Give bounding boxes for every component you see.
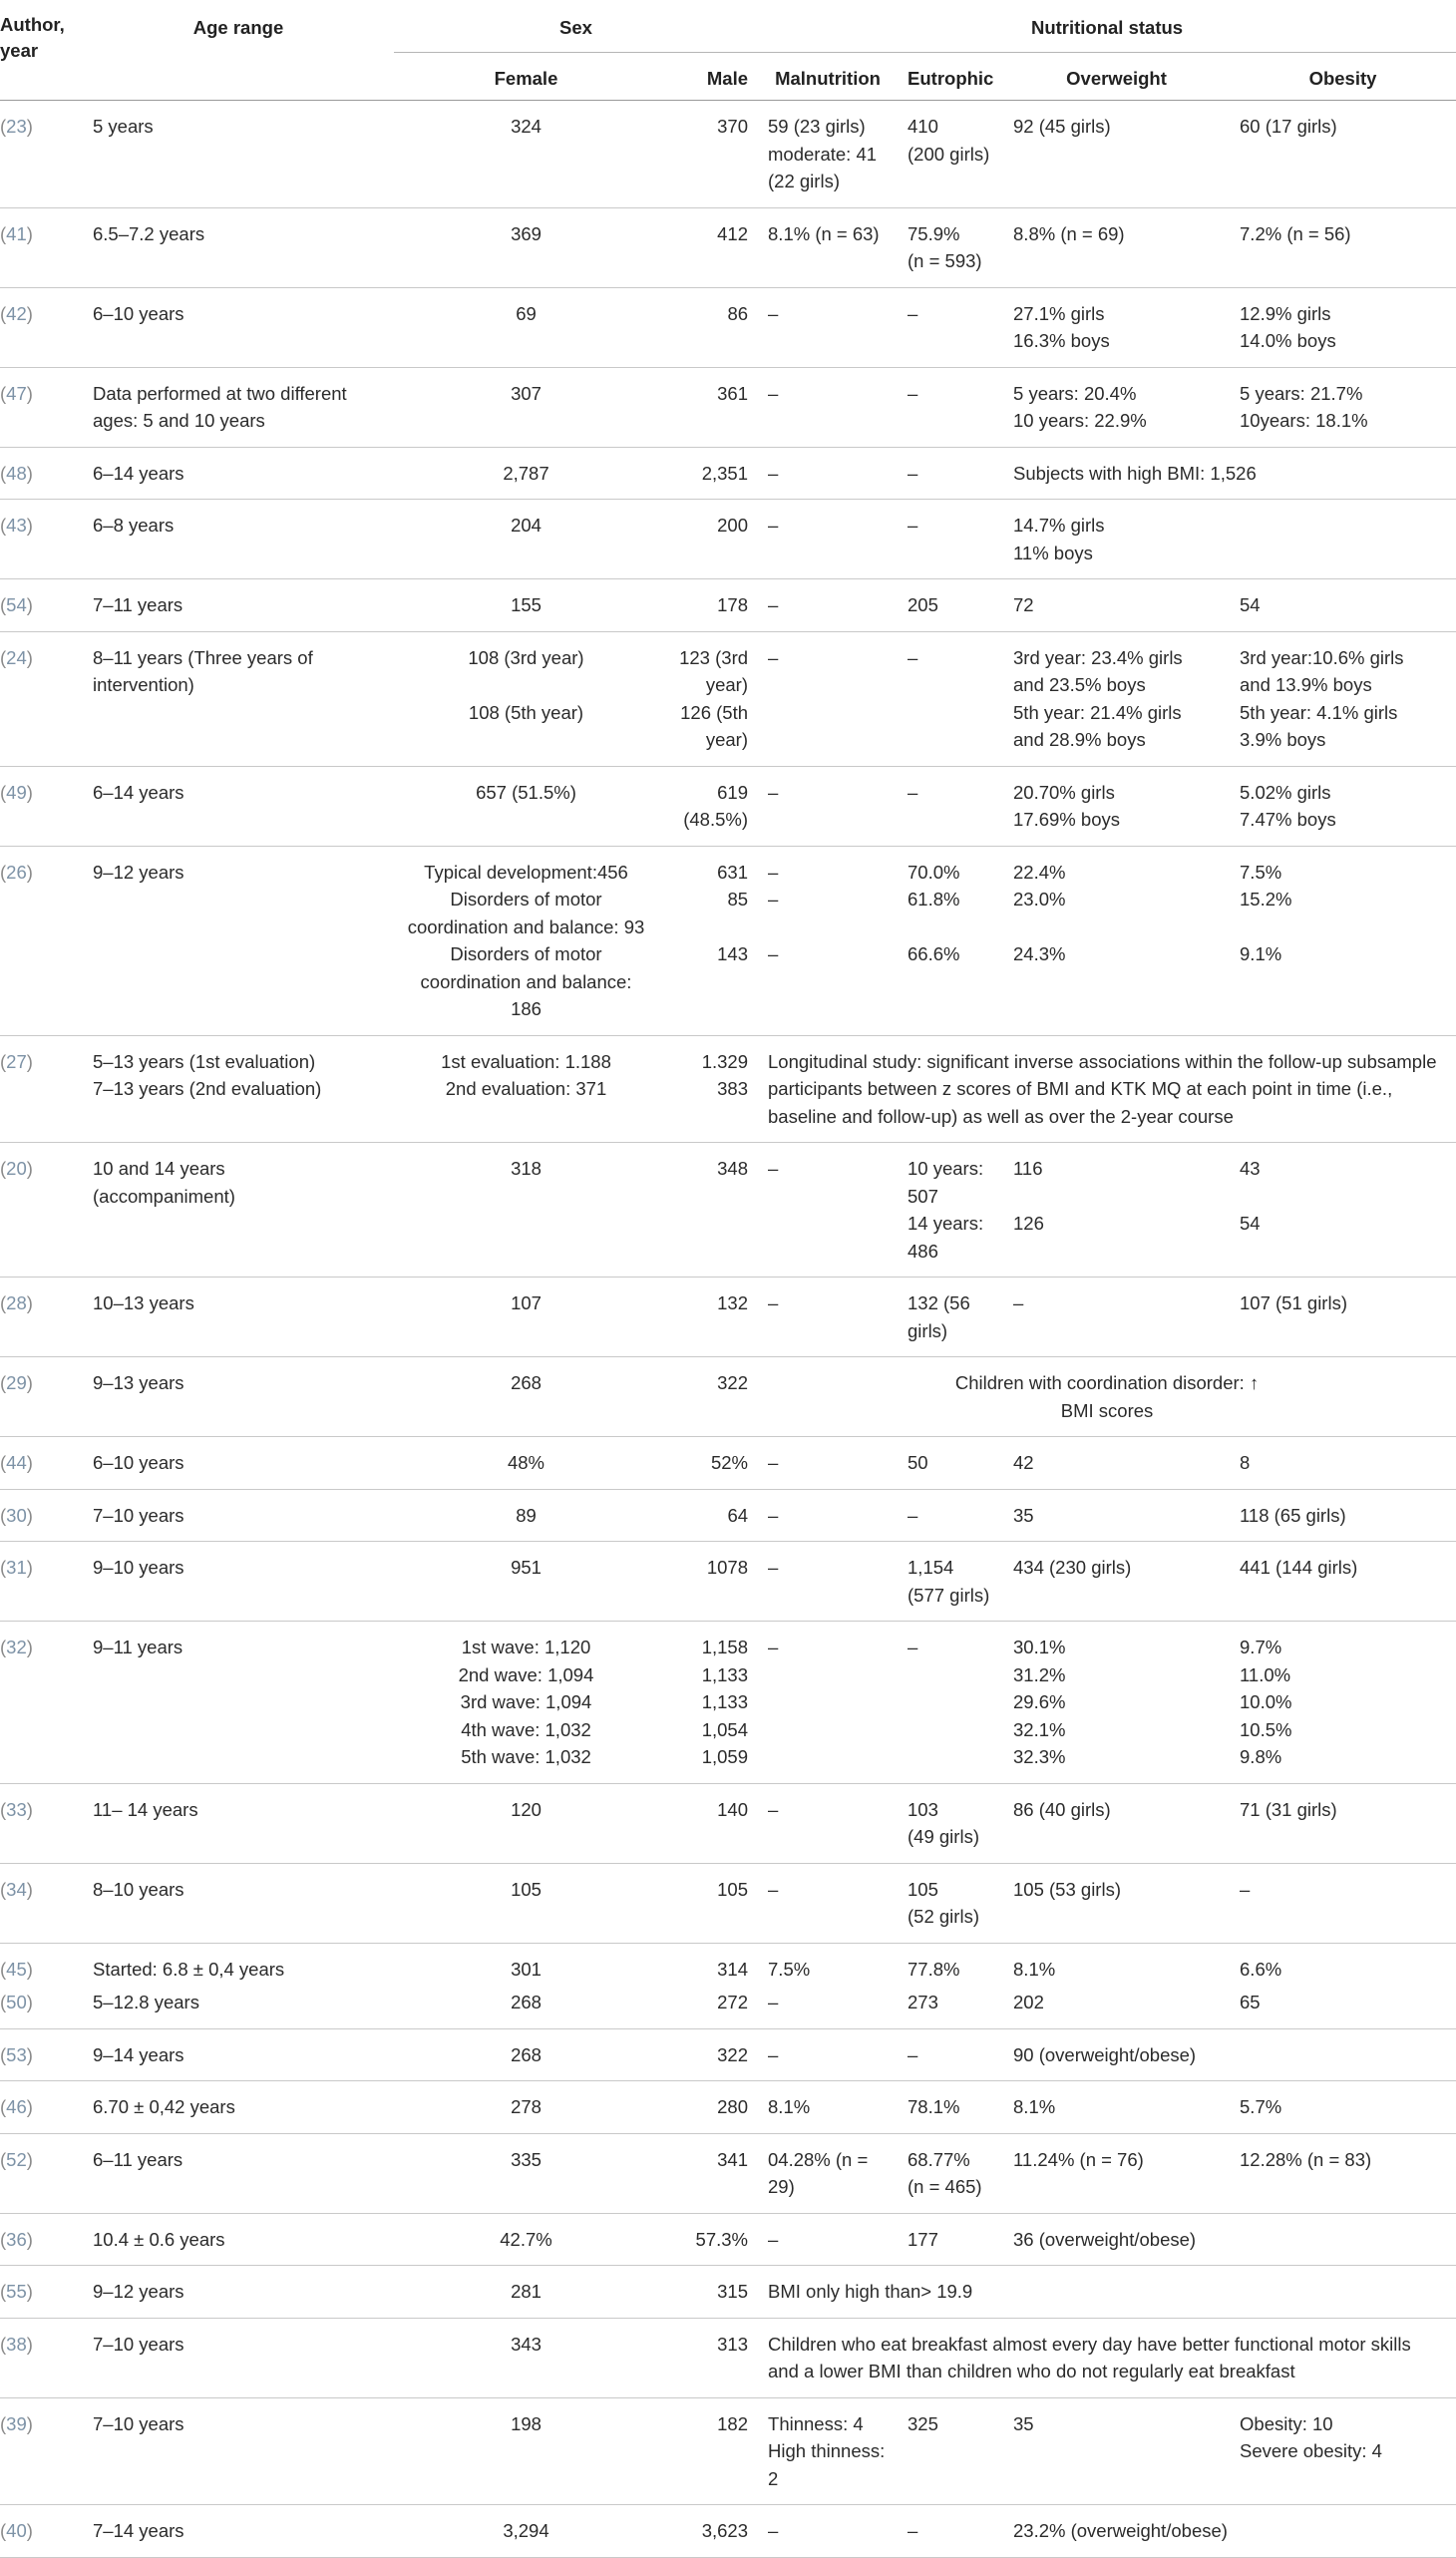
author-ref: (33) — [0, 1798, 33, 1820]
female-cell: 120 — [511, 1798, 542, 1820]
male-cell: 105 — [717, 1878, 749, 1900]
eutrophic-cell: – — [908, 382, 918, 404]
female-cell: 268 — [511, 1372, 542, 1393]
table-row — [0, 1278, 1456, 1357]
nutritional-note-cell: Children who eat breakfast almost every day have better functional motor skills and a lower BMI than children who do not regularly eat breakfast — [768, 2333, 1411, 2381]
eutrophic-cell: 273 — [908, 1992, 938, 2012]
eutrophic-cell: 10 years: 507 14 years: 486 — [908, 1158, 984, 1262]
ref-number[interactable]: 33 — [6, 1798, 27, 1820]
table-row — [0, 579, 1456, 632]
age-range-cell: 6–11 years — [93, 2148, 183, 2170]
age-range-cell: 10 and 14 years (accompaniment) — [93, 1158, 235, 1207]
author-ref: (55) — [0, 2281, 33, 2302]
male-cell: 370 — [717, 116, 749, 137]
male-cell: 2,351 — [701, 462, 749, 484]
female-cell: 335 — [511, 2148, 542, 2170]
author-ref: (40) — [0, 2520, 33, 2541]
author-ref: (23) — [0, 116, 33, 137]
age-range-cell: 9–10 years — [93, 1557, 184, 1578]
header-author-year: Author, year — [0, 14, 65, 61]
obesity-cell: 7.2% (n = 56) — [1240, 222, 1351, 244]
table-body — [0, 101, 1456, 2558]
overweight-obesity-cell: 90 (overweight/obese) — [1013, 2043, 1197, 2065]
table-row — [0, 447, 1456, 500]
eutrophic-cell: 132 (56 girls) — [908, 1292, 970, 1341]
overweight-cell: 92 (45 girls) — [1013, 116, 1111, 137]
age-range-cell: 6–10 years — [93, 1452, 184, 1473]
overweight-cell: 5 years: 20.4% 10 years: 22.9% — [1013, 382, 1147, 431]
male-cell: 412 — [717, 222, 749, 244]
header-sex: Sex — [394, 0, 758, 52]
author-ref: (28) — [0, 1292, 33, 1313]
table-row — [0, 631, 1456, 766]
ref-number[interactable]: 42 — [6, 302, 27, 324]
ref-number[interactable]: 46 — [6, 2096, 27, 2117]
male-cell: 140 — [717, 1798, 749, 1820]
author-ref: (43) — [0, 515, 33, 536]
male-cell: 182 — [717, 2412, 749, 2434]
eutrophic-cell: 103 (49 girls) — [908, 1798, 979, 1847]
malnutrition-cell: – — [768, 1504, 779, 1526]
ref-number[interactable]: 45 — [6, 1958, 27, 1980]
overweight-cell: 35 — [1013, 2412, 1034, 2434]
author-ref: (26) — [0, 861, 33, 883]
author-ref: (53) — [0, 2043, 33, 2065]
overweight-cell: 35 — [1013, 1504, 1034, 1526]
header-row-top — [0, 0, 1456, 52]
overweight-cell: 86 (40 girls) — [1013, 1798, 1111, 1820]
table-row — [0, 1943, 1456, 1986]
eutrophic-cell: 75.9% (n = 593) — [908, 222, 982, 271]
female-cell: 343 — [511, 2333, 542, 2355]
table-row — [0, 2397, 1456, 2505]
female-cell: 1st evaluation: 1.188 2nd evaluation: 371 — [441, 1050, 611, 1099]
ref-number[interactable]: 49 — [6, 781, 27, 803]
malnutrition-cell: – — [768, 1992, 779, 2012]
overweight-cell: 30.1% 31.2% 29.6% 32.1% 32.3% — [1013, 1637, 1066, 1767]
age-range-cell: 7–10 years — [93, 2333, 184, 2355]
malnutrition-cell: – — [768, 382, 779, 404]
obesity-cell: 8 — [1240, 1452, 1251, 1473]
female-cell: 324 — [511, 116, 542, 137]
female-cell: 281 — [511, 2281, 542, 2302]
eutrophic-cell: – — [908, 781, 918, 803]
author-ref: (39) — [0, 2412, 33, 2434]
author-ref: (41) — [0, 222, 33, 244]
malnutrition-cell: – — [768, 1637, 779, 1657]
age-range-cell: 8–10 years — [93, 1878, 184, 1900]
header-obesity: Obesity — [1308, 67, 1377, 89]
malnutrition-cell: 7.5% — [768, 1958, 811, 1980]
ref-number[interactable]: 28 — [6, 1292, 27, 1313]
overweight-obesity-cell: Subjects with high BMI: 1,526 — [1013, 462, 1257, 484]
author-ref: (32) — [0, 1637, 33, 1657]
table-row — [0, 2266, 1456, 2319]
obesity-cell: 9.7% 11.0% 10.0% 10.5% 9.8% — [1240, 1637, 1292, 1767]
age-range-cell: Data performed at two different ages: 5 and 10 years — [93, 382, 347, 431]
age-range-cell: 7–11 years — [93, 594, 183, 615]
eutrophic-cell: 78.1% — [908, 2096, 960, 2117]
female-cell: 107 — [511, 1292, 542, 1313]
ref-number[interactable]: 29 — [6, 1372, 27, 1393]
obesity-cell: 60 (17 girls) — [1240, 116, 1337, 137]
ref-number[interactable]: 24 — [6, 646, 27, 668]
female-cell: 2,787 — [503, 462, 549, 484]
obesity-cell: 65 — [1240, 1992, 1261, 2012]
header-age-range: Age range — [192, 17, 284, 38]
obesity-cell: 71 (31 girls) — [1240, 1798, 1337, 1820]
table-row — [0, 500, 1456, 579]
table-row — [0, 367, 1456, 447]
obesity-cell: 12.9% girls 14.0% boys — [1240, 302, 1336, 351]
table-row — [0, 1863, 1456, 1943]
obesity-cell: 118 (65 girls) — [1240, 1504, 1346, 1526]
header-male: Male — [706, 67, 749, 89]
male-cell: 361 — [717, 382, 749, 404]
age-range-cell: 6–14 years — [93, 781, 184, 803]
eutrophic-cell: 177 — [908, 2228, 938, 2250]
age-range-cell: 9–11 years — [93, 1637, 183, 1657]
author-ref: (27) — [0, 1050, 33, 1072]
overweight-cell: 72 — [1013, 594, 1034, 615]
table-row — [0, 1622, 1456, 1784]
eutrophic-cell: 50 — [908, 1452, 928, 1473]
overweight-cell: 11.24% (n = 76) — [1013, 2148, 1144, 2170]
overweight-cell: 8.1% — [1013, 2096, 1056, 2117]
malnutrition-cell: 8.1% — [768, 2096, 811, 2117]
male-cell: 200 — [717, 515, 749, 536]
obesity-cell: 6.6% — [1240, 1958, 1282, 1980]
header-malnutrition: Malnutrition — [775, 67, 881, 89]
overweight-cell: 434 (230 girls) — [1013, 1557, 1132, 1578]
obesity-cell: Obesity: 10 Severe obesity: 4 — [1240, 2412, 1382, 2461]
female-cell: 204 — [511, 515, 542, 536]
table-row — [0, 766, 1456, 846]
table-row — [0, 1489, 1456, 1542]
header-eutrophic: Eutrophic — [908, 67, 994, 89]
obesity-cell: 5.02% girls 7.47% boys — [1240, 781, 1336, 830]
table-row — [0, 2213, 1456, 2266]
malnutrition-cell: – — [768, 2043, 779, 2065]
male-cell: 123 (3rd year) 126 (5th year) — [679, 646, 749, 750]
malnutrition-cell: – — [768, 1878, 779, 1900]
ref-number[interactable]: 34 — [6, 1878, 27, 1900]
malnutrition-cell: – — [768, 302, 779, 324]
obesity-cell: – — [1240, 1878, 1251, 1900]
female-cell: 318 — [511, 1158, 542, 1179]
eutrophic-cell: 325 — [908, 2412, 938, 2434]
male-cell: 57.3% — [695, 2228, 749, 2250]
table-row — [0, 2028, 1456, 2081]
age-range-cell: 9–13 years — [93, 1372, 184, 1393]
ref-number[interactable]: 26 — [6, 861, 27, 883]
header-nutritional-status: Nutritional status — [758, 0, 1456, 52]
overweight-cell: 27.1% girls 16.3% boys — [1013, 302, 1110, 351]
eutrophic-cell: 105 (52 girls) — [908, 1878, 979, 1927]
male-cell: 1,158 1,133 1,133 1,054 1,059 — [701, 1637, 749, 1767]
overweight-cell: 42 — [1013, 1452, 1034, 1473]
malnutrition-cell: 04.28% (n = 29) — [768, 2148, 869, 2197]
malnutrition-cell: – — [768, 1452, 779, 1473]
author-ref: (48) — [0, 462, 33, 484]
ref-number[interactable]: 44 — [6, 1452, 27, 1473]
obesity-cell: 3rd year:10.6% girls and 13.9% boys 5th year: 4.1% girls 3.9% boys — [1240, 646, 1404, 750]
age-range-cell: 5 years — [93, 116, 154, 137]
male-cell: 1.329 383 — [701, 1050, 749, 1099]
age-range-cell: 6.5–7.2 years — [93, 222, 205, 244]
overweight-cell: 105 (53 girls) — [1013, 1878, 1121, 1900]
male-cell: 314 — [717, 1958, 749, 1980]
table-row — [0, 846, 1456, 1035]
author-ref: (31) — [0, 1557, 33, 1578]
overweight-cell: 202 — [1013, 1992, 1044, 2012]
table-row — [0, 1035, 1456, 1143]
male-cell: 341 — [717, 2148, 749, 2170]
female-cell: 105 — [511, 1878, 542, 1900]
age-range-cell: 9–12 years — [93, 861, 184, 883]
overweight-cell: 8.8% (n = 69) — [1013, 222, 1125, 244]
male-cell: 313 — [717, 2333, 749, 2355]
age-range-cell: 5–12.8 years — [93, 1992, 199, 2012]
male-cell: 280 — [717, 2096, 749, 2117]
malnutrition-cell: – — [768, 515, 779, 536]
female-cell: 198 — [511, 2412, 542, 2434]
author-ref: (47) — [0, 382, 33, 404]
header-overweight: Overweight — [1066, 67, 1167, 89]
female-cell: 1st wave: 1,120 2nd wave: 1,094 3rd wave: 1,094 4th wave: 1,032 5th wave: 1,032 — [458, 1637, 594, 1767]
age-range-cell: 9–14 years — [93, 2043, 184, 2065]
male-cell: 52% — [710, 1452, 749, 1473]
nutritional-note-cell: BMI only high than> 19.9 — [768, 2281, 973, 2302]
table-row — [0, 1542, 1456, 1622]
age-range-cell: 9–12 years — [93, 2281, 184, 2302]
author-ref: (45) — [0, 1958, 33, 1980]
age-range-cell: 8–11 years (Three years of intervention) — [93, 646, 313, 695]
nutritional-note-cell: Longitudinal study: significant inverse associations within the follow-up subsample participants between z scores of BMI and KTK MQ at each point in time (i.e., baseline and follow-up) as well as over the 2-year course — [768, 1050, 1437, 1127]
eutrophic-cell: – — [908, 2520, 918, 2541]
malnutrition-cell: – — [768, 1798, 779, 1820]
table-row — [0, 101, 1456, 208]
female-cell: 268 — [511, 2043, 542, 2065]
ref-number[interactable]: 31 — [6, 1557, 27, 1578]
table-row — [0, 287, 1456, 367]
overweight-cell: 14.7% girls 11% boys — [1013, 515, 1105, 563]
overweight-obesity-cell: 23.2% (overweight/obese) — [1013, 2520, 1228, 2541]
author-ref: (54) — [0, 594, 33, 615]
male-cell: 178 — [717, 594, 749, 615]
ref-number[interactable]: 47 — [6, 382, 27, 404]
ref-number[interactable]: 30 — [6, 1504, 27, 1526]
ref-number[interactable]: 20 — [6, 1158, 27, 1179]
obesity-cell: 7.5% 15.2% 9.1% — [1240, 861, 1292, 964]
overweight-cell: 20.70% girls 17.69% boys — [1013, 781, 1120, 830]
eutrophic-cell: 1,154 (577 girls) — [908, 1557, 990, 1606]
obesity-cell: 43 54 — [1240, 1158, 1261, 1234]
overweight-obesity-cell: 36 (overweight/obese) — [1013, 2228, 1197, 2250]
overweight-cell: 22.4% 23.0% 24.3% — [1013, 861, 1066, 964]
ref-number[interactable]: 55 — [6, 2281, 27, 2302]
table-row — [0, 2505, 1456, 2558]
author-ref: (42) — [0, 302, 33, 324]
ref-number[interactable]: 40 — [6, 2520, 27, 2541]
obesity-cell — [1230, 500, 1456, 579]
female-cell: 69 — [516, 302, 537, 324]
author-ref: (36) — [0, 2228, 33, 2250]
author-ref: (30) — [0, 1504, 33, 1526]
malnutrition-cell: – — [768, 1292, 779, 1313]
author-ref: (38) — [0, 2333, 33, 2355]
malnutrition-cell: Thinness: 4 High thinness: 2 — [768, 2412, 886, 2489]
author-ref: (44) — [0, 1452, 33, 1473]
age-range-cell: 6.70 ± 0,42 years — [93, 2096, 235, 2117]
female-cell: 268 — [511, 1992, 542, 2012]
table-row — [0, 207, 1456, 287]
female-cell: 48% — [507, 1452, 546, 1473]
author-ref: (24) — [0, 646, 33, 668]
ref-number[interactable]: 23 — [6, 116, 27, 137]
male-cell: 348 — [717, 1158, 749, 1179]
author-ref: (50) — [0, 1992, 33, 2012]
ref-number[interactable]: 27 — [6, 1050, 27, 1072]
author-ref: (49) — [0, 781, 33, 803]
malnutrition-cell: – – – — [768, 861, 779, 964]
table-row — [0, 2133, 1456, 2213]
ref-number[interactable]: 41 — [6, 222, 27, 244]
female-cell: 951 — [511, 1557, 542, 1578]
male-cell: 631 85 143 — [717, 861, 749, 964]
female-cell: Typical development:456 Disorders of motor coordination and balance: 93 Disorders of motor coordination and balance: 186 — [407, 861, 645, 1019]
age-range-cell: Started: 6.8 ± 0,4 years — [93, 1958, 285, 1980]
author-ref: (29) — [0, 1372, 33, 1393]
age-range-cell: 10.4 ± 0.6 years — [93, 2228, 225, 2250]
male-cell: 64 — [727, 1504, 749, 1526]
table-row — [0, 1357, 1456, 1437]
eutrophic-cell: 77.8% — [908, 1958, 960, 1980]
table-row — [0, 2081, 1456, 2134]
author-ref: (46) — [0, 2096, 33, 2117]
male-cell: 619 (48.5%) — [683, 781, 749, 830]
overweight-cell: 8.1% — [1013, 1958, 1056, 1980]
age-range-cell: 5–13 years (1st evaluation) 7–13 years (2nd evaluation) — [93, 1050, 322, 1099]
malnutrition-cell: – — [768, 1158, 779, 1179]
malnutrition-cell: – — [768, 2520, 779, 2541]
eutrophic-cell: – — [908, 2043, 918, 2065]
table-row — [0, 1437, 1456, 1490]
eutrophic-cell: 70.0% 61.8% 66.6% — [908, 861, 960, 964]
eutrophic-cell: – — [908, 462, 918, 484]
overweight-cell: 3rd year: 23.4% girls and 23.5% boys 5th year: 21.4% girls and 28.9% boys — [1013, 646, 1183, 750]
male-cell: 132 — [717, 1292, 749, 1313]
female-cell: 42.7% — [500, 2228, 552, 2250]
obesity-cell: 107 (51 girls) — [1240, 1292, 1347, 1313]
ref-number[interactable]: 48 — [6, 462, 27, 484]
ref-number[interactable]: 43 — [6, 515, 27, 536]
age-range-cell: 11– 14 years — [93, 1798, 198, 1820]
female-cell: 657 (51.5%) — [476, 781, 576, 803]
eutrophic-cell: – — [908, 302, 918, 324]
header-female: Female — [494, 67, 558, 89]
male-cell: 3,623 — [701, 2520, 749, 2541]
eutrophic-cell: – — [908, 1637, 918, 1657]
malnutrition-cell: – — [768, 2228, 779, 2250]
eutrophic-cell: 68.77% (n = 465) — [908, 2148, 982, 2197]
male-cell: 86 — [727, 302, 749, 324]
female-cell: 301 — [511, 1958, 542, 1980]
malnutrition-cell: – — [768, 781, 779, 803]
male-cell: 1078 — [706, 1557, 749, 1578]
eutrophic-cell: – — [908, 1504, 918, 1526]
age-range-cell: 6–10 years — [93, 302, 184, 324]
obesity-cell: 5.7% — [1240, 2096, 1282, 2117]
author-ref: (20) — [0, 1158, 33, 1179]
table-row — [0, 1783, 1456, 1863]
obesity-cell: 54 — [1240, 594, 1261, 615]
table-row — [0, 1143, 1456, 1278]
female-cell: 278 — [511, 2096, 542, 2117]
age-range-cell: 10–13 years — [93, 1292, 194, 1313]
obesity-cell: 441 (144 girls) — [1240, 1557, 1358, 1578]
ref-number[interactable]: 54 — [6, 594, 27, 615]
female-cell: 108 (3rd year) 108 (5th year) — [468, 646, 584, 723]
male-cell: 322 — [717, 1372, 749, 1393]
eutrophic-cell: – — [908, 515, 918, 536]
age-range-cell: 7–10 years — [93, 1504, 184, 1526]
overweight-cell: 116 126 — [1013, 1158, 1044, 1234]
ref-number[interactable]: 39 — [6, 2412, 27, 2434]
table-row — [0, 2318, 1456, 2397]
obesity-cell: 12.28% (n = 83) — [1240, 2148, 1372, 2170]
age-range-cell: 7–14 years — [93, 2520, 184, 2541]
female-cell: 369 — [511, 222, 542, 244]
female-cell: 3,294 — [503, 2520, 549, 2541]
table-row — [0, 1986, 1456, 2028]
malnutrition-cell: 59 (23 girls) moderate: 41 (22 girls) — [768, 116, 878, 191]
eutrophic-cell: 205 — [908, 594, 938, 615]
malnutrition-cell: – — [768, 594, 779, 615]
ref-number[interactable]: 32 — [6, 1637, 27, 1657]
ref-number[interactable]: 38 — [6, 2333, 27, 2355]
female-cell: 307 — [511, 382, 542, 404]
author-ref: (34) — [0, 1878, 33, 1900]
male-cell: 272 — [717, 1992, 749, 2012]
nutritional-note-cell: Children with coordination disorder: ↑ BMI scores — [954, 1372, 1260, 1421]
age-range-cell: 6–14 years — [93, 462, 184, 484]
age-range-cell: 6–8 years — [93, 515, 175, 536]
ref-number[interactable]: 36 — [6, 2228, 27, 2250]
ref-number[interactable]: 53 — [6, 2043, 27, 2065]
male-cell: 315 — [717, 2281, 749, 2302]
male-cell: 322 — [717, 2043, 749, 2065]
malnutrition-cell: 8.1% (n = 63) — [768, 222, 880, 244]
malnutrition-cell: – — [768, 1557, 779, 1578]
author-ref: (52) — [0, 2148, 33, 2170]
eutrophic-cell: – — [908, 646, 918, 668]
female-cell: 155 — [511, 594, 542, 615]
eutrophic-cell: 410 (200 girls) — [908, 116, 990, 165]
age-range-cell: 7–10 years — [93, 2412, 184, 2434]
overweight-cell: – — [1013, 1292, 1024, 1313]
malnutrition-cell: – — [768, 646, 779, 668]
obesity-cell: 5 years: 21.7% 10years: 18.1% — [1240, 382, 1368, 431]
ref-number[interactable]: 52 — [6, 2148, 27, 2170]
ref-number[interactable]: 50 — [6, 1992, 27, 2012]
malnutrition-cell: – — [768, 462, 779, 484]
female-cell: 89 — [516, 1504, 537, 1526]
